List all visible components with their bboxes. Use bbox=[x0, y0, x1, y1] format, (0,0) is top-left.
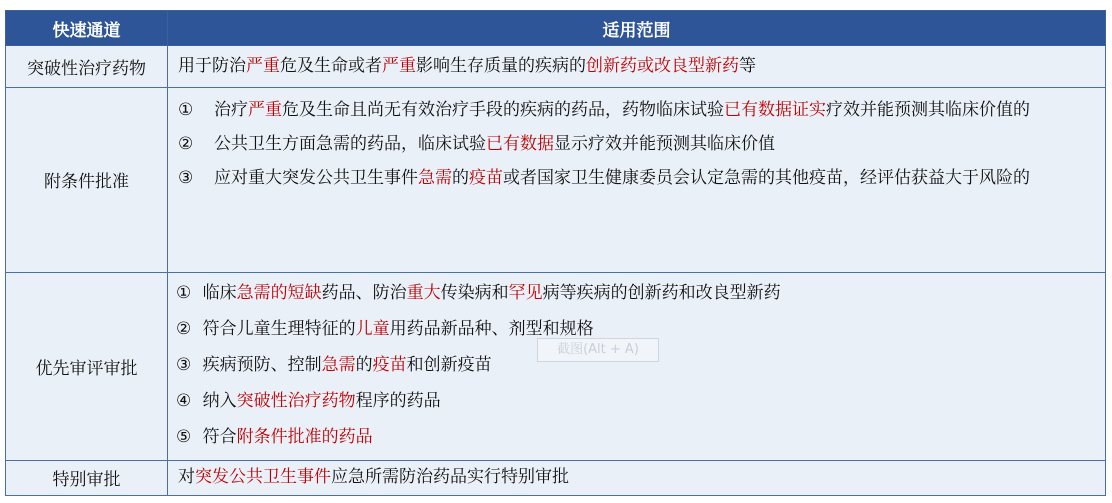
body-text: 疾病预防、控制 bbox=[202, 354, 322, 375]
category-cell: 突破性治疗药物 bbox=[6, 46, 168, 88]
item-number: ① bbox=[178, 100, 194, 121]
body-text: 纳入 bbox=[202, 390, 237, 411]
scope-cell bbox=[168, 460, 1106, 495]
item-number: ③ bbox=[178, 168, 194, 189]
emphasis-text: 创新药或改良型新药 bbox=[586, 56, 739, 76]
item-number: ② bbox=[176, 318, 192, 339]
body-text: 对 bbox=[178, 466, 195, 487]
emphasis-text: 已有数据 bbox=[486, 134, 554, 155]
scope-item bbox=[178, 46, 1105, 86]
emphasis-text: 严重 bbox=[246, 56, 280, 76]
body-text: 符合儿童生理特征的 bbox=[202, 318, 356, 339]
emphasis-text: 附条件批准的药品 bbox=[236, 426, 373, 447]
scope-list-item bbox=[176, 420, 1105, 454]
emphasis-text: 急需 bbox=[418, 168, 452, 189]
scope-cell bbox=[168, 88, 1106, 272]
category-cell: 优先审评审批 bbox=[6, 272, 168, 460]
body-text: 影响生存质量的疾病的 bbox=[416, 56, 586, 76]
body-text: 显示疗效并能预测其临床价值 bbox=[554, 134, 775, 155]
scope-cell bbox=[168, 272, 1106, 460]
body-text: 临床 bbox=[202, 282, 237, 303]
body-text: 的 bbox=[452, 168, 469, 189]
scope-list-item bbox=[178, 161, 1105, 195]
emphasis-text: 突发公共卫生事件 bbox=[195, 466, 331, 487]
scope-item bbox=[214, 127, 1105, 161]
emphasis-text: 急需 bbox=[321, 354, 356, 375]
body-text: 危及生命且尚无有效治疗手段的疾病的药品，药物临床试验 bbox=[282, 100, 724, 121]
emphasis-text: 严重 bbox=[382, 56, 416, 76]
emphasis-text: 突破性治疗药物 bbox=[236, 390, 356, 411]
category-cell: 附条件批准 bbox=[6, 88, 168, 272]
emphasis-text: 急需的短缺 bbox=[236, 282, 322, 303]
approval-channels-table bbox=[5, 10, 1106, 496]
item-number: ④ bbox=[176, 390, 192, 411]
table-header-row bbox=[6, 11, 1106, 46]
emphasis-text: 罕见 bbox=[508, 282, 543, 303]
item-number: ③ bbox=[176, 354, 192, 375]
body-text: 公共卫生方面急需的药品，临床试验 bbox=[214, 134, 486, 155]
scope-item bbox=[214, 161, 1105, 195]
emphasis-text: 疫苗 bbox=[469, 168, 503, 189]
scope-item bbox=[203, 283, 781, 303]
item-number: ② bbox=[178, 134, 194, 155]
scope-item bbox=[203, 355, 492, 375]
body-text: 程序的药品 bbox=[355, 390, 441, 411]
body-text: 和创新疫苗 bbox=[406, 354, 492, 375]
emphasis-text: 严重 bbox=[248, 100, 282, 121]
scope-list-item bbox=[176, 276, 1105, 310]
scope-cell bbox=[168, 46, 1106, 88]
body-text: 治疗 bbox=[214, 100, 248, 121]
scope-list-item bbox=[176, 384, 1105, 418]
body-text: 应对重大突发公共卫生事件 bbox=[214, 168, 418, 189]
emphasis-text: 重大 bbox=[406, 282, 441, 303]
screenshot-watermark: 截图(Alt + A) bbox=[537, 338, 659, 362]
header-channel: 快速通道 bbox=[6, 11, 168, 46]
body-text: 的 bbox=[355, 354, 373, 375]
body-text: 药品、防治 bbox=[321, 282, 407, 303]
table-row bbox=[6, 88, 1106, 272]
table-row bbox=[6, 46, 1106, 88]
body-text: 符合 bbox=[202, 426, 237, 447]
body-text: 传染病和 bbox=[440, 282, 509, 303]
table-row bbox=[6, 272, 1106, 460]
category-cell: 特别审批 bbox=[6, 460, 168, 495]
emphasis-text: 儿童 bbox=[355, 318, 390, 339]
emphasis-text: 疫苗 bbox=[372, 354, 407, 375]
body-text: 或者国家卫生健康委员会认定急需的其他疫苗，经评估获益大于风险的 bbox=[503, 168, 1030, 189]
scope-item bbox=[214, 93, 1105, 127]
body-text: 疗效并能预测其临床价值的 bbox=[826, 100, 1030, 121]
table-row bbox=[6, 460, 1106, 495]
body-text: 用于防治 bbox=[178, 56, 246, 76]
body-text: 病等疾病的创新药和改良型新药 bbox=[542, 282, 781, 303]
body-text: 用药品新品种、剂型和规格 bbox=[389, 318, 594, 339]
scope-item bbox=[203, 391, 441, 411]
header-scope: 适用范围 bbox=[168, 11, 1106, 46]
scope-item bbox=[203, 319, 594, 339]
item-number: ⑤ bbox=[176, 426, 192, 447]
body-text: 应急所需防治药品实行特别审批 bbox=[331, 466, 569, 487]
body-text: 危及生命或者 bbox=[280, 56, 382, 76]
emphasis-text: 已有数据证实 bbox=[724, 100, 826, 121]
scope-list-item bbox=[178, 93, 1105, 127]
scope-item bbox=[178, 461, 1105, 494]
scope-list-item bbox=[178, 127, 1105, 161]
body-text: 等 bbox=[739, 56, 756, 76]
item-number: ① bbox=[176, 282, 192, 303]
scope-item bbox=[203, 427, 373, 447]
